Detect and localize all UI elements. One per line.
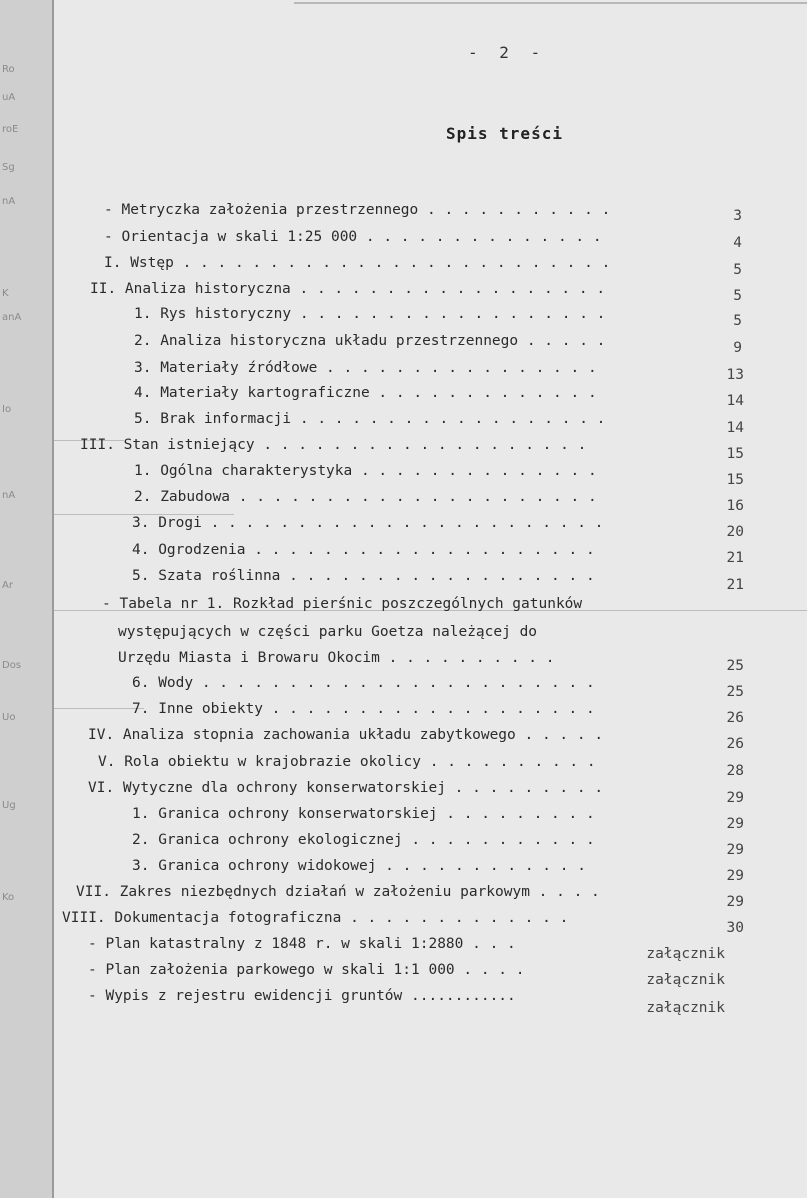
toc-page-number: 26: [726, 736, 744, 752]
toc-entry: - Metryczka założenia przestrzennego . . . . . . . . . . .: [104, 202, 611, 218]
toc-entry: - Plan katastralny z 1848 r. w skali 1:2880 . . .: [88, 936, 516, 952]
page-title: Spis treści: [446, 124, 563, 143]
toc-annex-label: załącznik: [646, 972, 725, 988]
toc-entry: - Wypis z rejestru ewidencji gruntów ............: [88, 988, 516, 1004]
toc-annex-label: załącznik: [646, 946, 725, 962]
margin-fragment: Ko: [2, 892, 15, 903]
toc-entry: III. Stan istniejący . . . . . . . . . . . . . . . . . . .: [80, 437, 587, 453]
toc-entry: 4. Materiały kartograficzne . . . . . . . . . . . . .: [134, 385, 597, 401]
toc-page-number: 21: [726, 550, 744, 566]
margin-fragment: Uo: [2, 712, 16, 723]
page-number: - 2 -: [468, 43, 547, 62]
margin-fragment: nA: [2, 490, 16, 501]
toc-entry: 3. Granica ochrony widokowej . . . . . . . . . . . .: [132, 858, 586, 874]
toc-page-number: 30: [726, 920, 744, 936]
toc-annex-label: załącznik: [646, 1000, 725, 1016]
toc-page-number: 16: [726, 498, 744, 514]
toc-entry: - Plan założenia parkowego w skali 1:1 000 . . . .: [88, 962, 525, 978]
scan-rule: [54, 708, 144, 709]
toc-page-number: 26: [726, 710, 744, 726]
toc-entry: 6. Wody . . . . . . . . . . . . . . . . . . . . . . .: [132, 675, 595, 691]
margin-fragment: anA: [2, 312, 22, 323]
toc-page-number: 29: [726, 790, 744, 806]
toc-entry: 3. Drogi . . . . . . . . . . . . . . . . . . . . . . .: [132, 515, 604, 531]
toc-entry: 1. Ogólna charakterystyka . . . . . . . . . . . . . .: [134, 463, 597, 479]
toc-entry: II. Analiza historyczna . . . . . . . . . . . . . . . . . .: [90, 281, 606, 297]
toc-page-number: 9: [733, 340, 742, 356]
toc-entry: 7. Inne obiekty . . . . . . . . . . . . . . . . . . .: [132, 701, 595, 717]
toc-entry: 2. Zabudowa . . . . . . . . . . . . . . . . . . . . .: [134, 489, 597, 505]
toc-page-number: 29: [726, 894, 744, 910]
toc-entry: 2. Analiza historyczna układu przestrzennego . . . . .: [134, 333, 606, 349]
margin-fragment: Ro: [2, 64, 15, 75]
toc-entry: VI. Wytyczne dla ochrony konserwatorskiej . . . . . . . . .: [88, 780, 604, 796]
margin-fragment: uA: [2, 92, 16, 103]
toc-entry: - Tabela nr 1. Rozkład pierśnic poszczególnych gatunków: [102, 596, 583, 612]
toc-entry: 2. Granica ochrony ekologicznej . . . . . . . . . . .: [132, 832, 595, 848]
toc-entry: - Orientacja w skali 1:25 000 . . . . . . . . . . . . . .: [104, 229, 602, 245]
toc-page-number: 20: [726, 524, 744, 540]
document-page: [54, 0, 807, 1198]
toc-page-number: 25: [726, 684, 744, 700]
margin-fragment: nA: [2, 196, 16, 207]
margin-fragment: roE: [2, 124, 19, 135]
toc-page-number: 15: [726, 472, 744, 488]
toc-entry: 3. Materiały źródłowe . . . . . . . . . . . . . . . .: [134, 360, 597, 376]
margin-fragment: Io: [2, 404, 12, 415]
toc-page-number: 14: [726, 420, 744, 436]
top-edge-line: [294, 2, 807, 4]
margin-fragment: Ug: [2, 800, 16, 811]
toc-entry: 1. Rys historyczny . . . . . . . . . . . . . . . . . .: [134, 306, 606, 322]
toc-page-number: 5: [733, 288, 742, 304]
toc-entry: 4. Ogrodzenia . . . . . . . . . . . . . . . . . . . .: [132, 542, 595, 558]
toc-page-number: 13: [726, 367, 744, 383]
toc-entry: 5. Szata roślinna . . . . . . . . . . . . . . . . . .: [132, 568, 595, 584]
toc-page-number: 29: [726, 816, 744, 832]
toc-page-number: 4: [733, 235, 742, 251]
toc-page-number: 21: [726, 577, 744, 593]
toc-page-number: 3: [733, 208, 742, 224]
toc-entry: 5. Brak informacji . . . . . . . . . . . . . . . . . .: [134, 411, 606, 427]
margin-fragment: Ar: [2, 580, 13, 591]
toc-entry: 1. Granica ochrony konserwatorskiej . . . . . . . . .: [132, 806, 595, 822]
toc-entry: Urzędu Miasta i Browaru Okocim . . . . . . . . . .: [118, 650, 555, 666]
toc-entry: występujących w części parku Goetza należącej do: [118, 624, 538, 640]
toc-page-number: 5: [733, 262, 742, 278]
toc-page-number: 29: [726, 842, 744, 858]
toc-page-number: 14: [726, 393, 744, 409]
toc-entry: I. Wstęp . . . . . . . . . . . . . . . . . . . . . . . . .: [104, 255, 611, 271]
toc-page-number: 25: [726, 658, 744, 674]
margin-fragment: Sg: [2, 162, 15, 173]
toc-entry: V. Rola obiektu w krajobrazie okolicy . . . . . . . . . .: [98, 754, 596, 770]
toc-page-number: 29: [726, 868, 744, 884]
toc-page-number: 15: [726, 446, 744, 462]
toc-entry: VIII. Dokumentacja fotograficzna . . . . . . . . . . . . .: [62, 910, 569, 926]
toc-entry: IV. Analiza stopnia zachowania układu zabytkowego . . . . .: [88, 727, 604, 743]
margin-fragment: Dos: [2, 660, 22, 671]
toc-page-number: 5: [733, 313, 742, 329]
toc-page-number: 28: [726, 763, 744, 779]
toc-entry: VII. Zakres niezbędnych działań w założeniu parkowym . . . .: [76, 884, 600, 900]
margin-fragment: K: [2, 288, 9, 299]
adjacent-page-strip: [0, 0, 54, 1198]
